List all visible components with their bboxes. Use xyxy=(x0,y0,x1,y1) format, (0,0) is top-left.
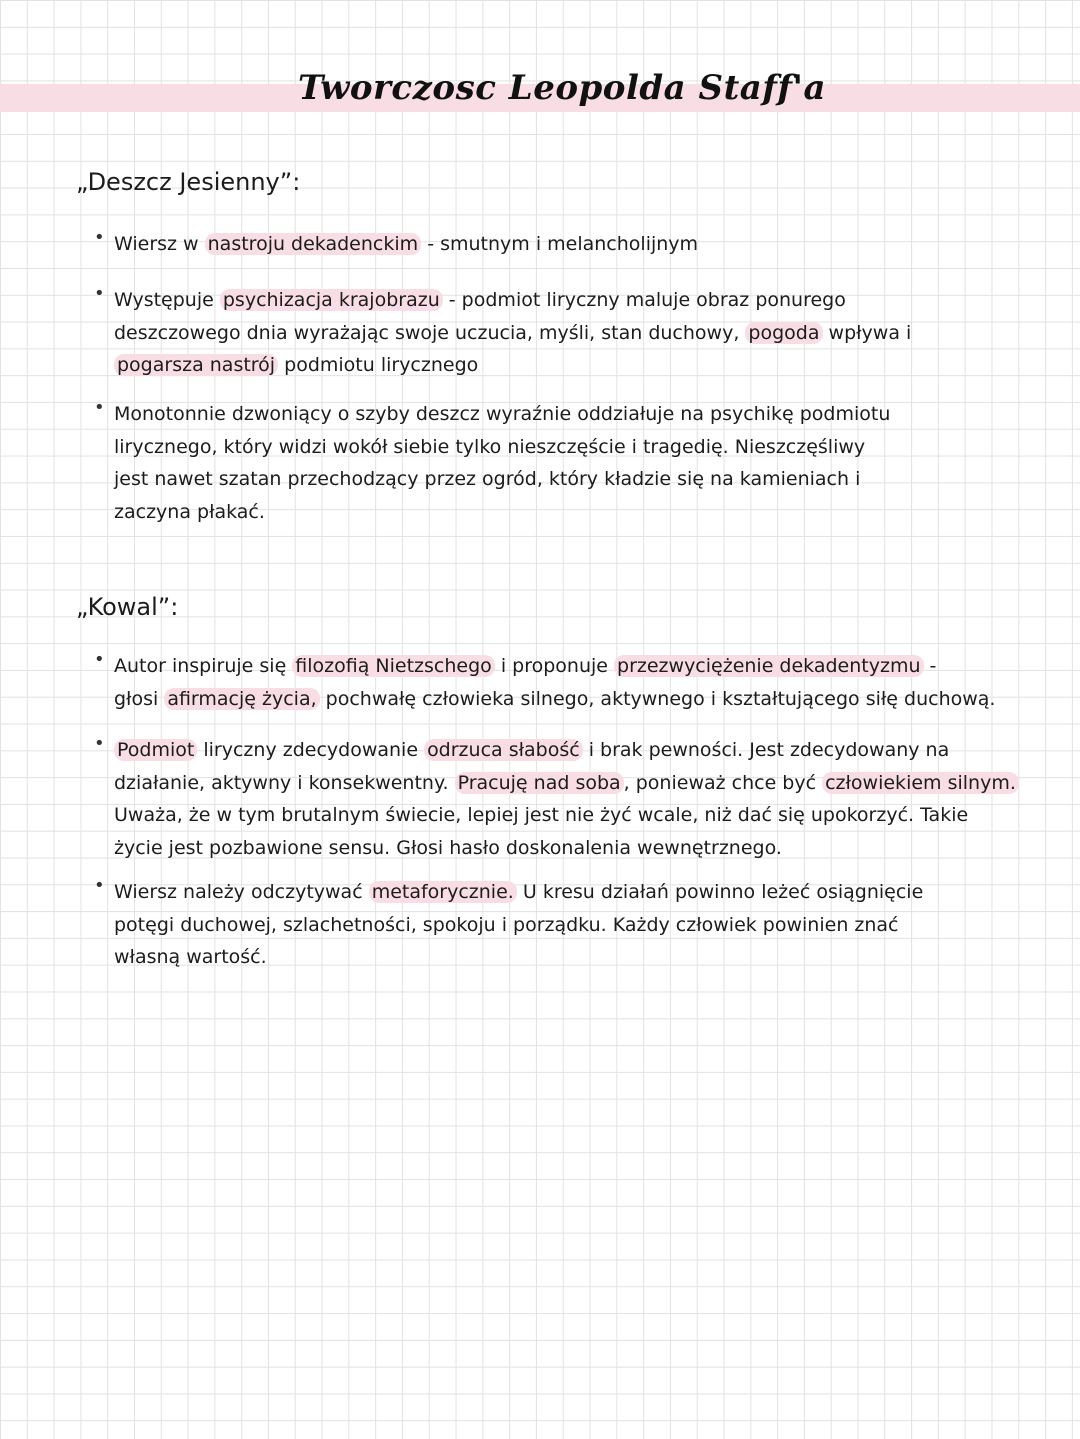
bullet-icon: • xyxy=(94,283,105,304)
section-heading: „Kowal”: xyxy=(76,593,179,621)
text-run: pochwałę człowieka silnego, aktywnego i kształtującego siłę duchową. xyxy=(319,687,996,710)
text-run: Wiersz należy odczytywać xyxy=(114,881,369,903)
text-run: i proponuje xyxy=(494,655,615,677)
highlighted-phrase: pogoda xyxy=(745,322,822,344)
bullet-text xyxy=(114,734,1034,864)
text-run: Uważa, że w tym brutalnym świecie, lepiej jest nie żyć wcale, niż dać się upokorzyć. Takie życie jest pozbawione sensu. Głosi hasło doskonalenia wewnętrznego. xyxy=(114,804,969,859)
highlighted-phrase: afirmację życia, xyxy=(164,688,319,710)
text-run: - głosi xyxy=(114,655,937,710)
text-run: Występuje xyxy=(114,289,220,311)
page-title: Tworczosc Leopolda Staff'a xyxy=(298,68,826,108)
text-run: - podmiot liryczny maluje obraz ponurego deszczowego dnia wyrażając swoje uczucia, myśli, stan duchowy, xyxy=(114,289,846,344)
bullet-icon: • xyxy=(94,649,105,670)
bullet-text xyxy=(114,228,1034,261)
text-run: podmiotu lirycznego xyxy=(278,354,479,377)
bullet-text xyxy=(114,398,1034,528)
highlighted-phrase: człowiekiem silnym. xyxy=(822,772,1019,794)
highlighted-phrase: przezwyciężenie dekadentyzmu xyxy=(614,655,924,677)
highlighted-phrase: metaforycznie. xyxy=(369,881,517,903)
highlighted-phrase: Pracuję nad soba xyxy=(455,772,624,794)
bullet-text xyxy=(114,284,1034,382)
highlighted-phrase: odrzuca słabość xyxy=(424,739,583,761)
text-run: U kresu działań powinno leżeć osiągnięcie potęgi duchowej, szlachetności, spokoju i porządku. Każdy człowiek powinien znać własną wartość. xyxy=(114,881,924,969)
bullet-icon: • xyxy=(94,875,105,896)
text-run: liryczny zdecydowanie xyxy=(197,739,425,761)
highlighted-phrase: pogarsza nastrój xyxy=(114,354,278,376)
text-run: Wiersz w xyxy=(114,233,205,255)
bullet-icon: • xyxy=(94,397,105,418)
section-heading: „Deszcz Jesienny”: xyxy=(76,168,301,196)
highlighted-phrase: filozofią Nietzschego xyxy=(292,655,495,677)
text-run: Autor inspiruje się xyxy=(114,655,293,677)
highlighted-phrase: psychizacja krajobrazu xyxy=(220,289,443,311)
text-run: wpływa i xyxy=(828,321,912,344)
bullet-text xyxy=(114,650,1034,715)
text-run: , ponieważ chce być xyxy=(623,771,823,794)
bullet-icon: • xyxy=(94,227,105,248)
highlighted-phrase: nastroju dekadenckim xyxy=(205,233,422,255)
highlighted-phrase: Podmiot xyxy=(114,739,197,761)
bullet-icon: • xyxy=(94,733,105,754)
text-run: Monotonnie dzwoniący o szyby deszcz wyraźnie oddziałuje na psychikę podmiotu lirycznego, który widzi wokół siebie tylko nieszczęście i tragedię. Nieszczęśliwy jest nawet szatan przechodzący przez ogród, który kładzie się na kamieniach i zaczyna płakać. xyxy=(114,403,891,523)
text-run: - smutnym i melancholijnym xyxy=(421,233,699,255)
text-run: i brak pewności. Jest zdecydowany na działanie, aktywny i konsekwentny. xyxy=(114,739,950,794)
bullet-text xyxy=(114,876,1034,974)
